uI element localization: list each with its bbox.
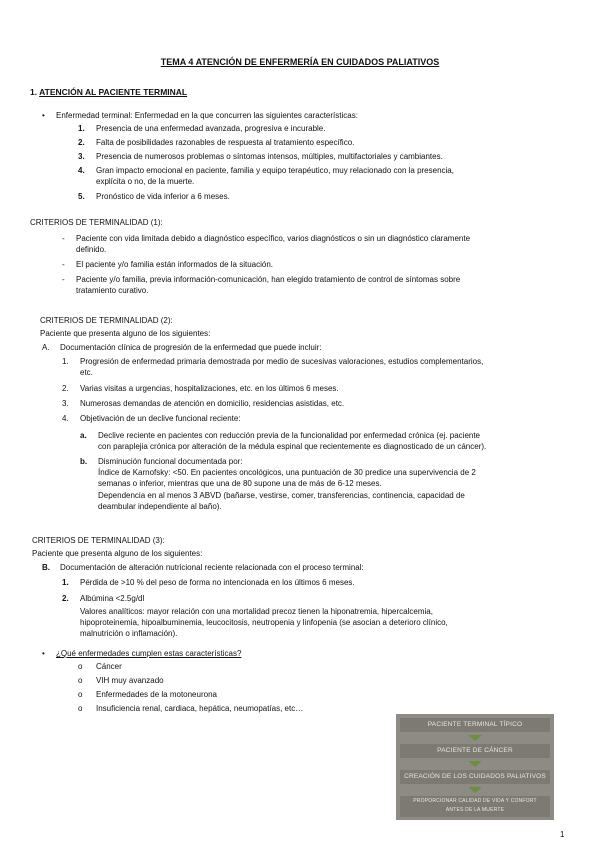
section-number: 1. (30, 87, 38, 97)
list-item: 5. Pronóstico de vida inferior a 6 meses. (78, 192, 230, 201)
terminal-list: 1. Presencia de una enfermedad avanzada, progresiva e incurable. 2. Falta de posibilidades razonables de respuesta al tratamiento específico. 3. Presencia de numerosos problemas o síntomas intensos, múltiples, multifactoriales y cambiantes. 4. Gran impacto emocional en paciente, familia y equipo terapéutico, muy relacionado con la presencia, explícita o no, de la muerte. 5. Pronóstico de vida inferior a 6 meses. (78, 124, 454, 201)
terminal-definition (42, 110, 358, 121)
criteria-1-heading: CRITERIOS DE TERMINALIDAD (1): (30, 218, 163, 227)
list-item: - Paciente con vida limitada debido a diagnóstico específico, varios diagnósticos o sin un diagnóstico claramente (62, 234, 471, 243)
list-item: 4. Gran impacto emocional en paciente, familia y equipo terapéutico, muy relacionado con la presencia, (78, 166, 454, 175)
bullet-marker: • (42, 649, 45, 658)
list-item: 3. Numerosas demandas de atención en domicilio, residencias asistidas, etc. (62, 399, 345, 408)
document-title: TEMA 4 ATENCIÓN DE ENFERMERÍA EN CUIDADOS PALIATIVOS (160, 57, 440, 67)
criteria-3-intro: Paciente que presenta alguno de los siguientes: (32, 549, 203, 558)
page-number: 1 (560, 830, 565, 839)
bullet-marker: • (42, 111, 45, 120)
section-title: ATENCIÓN AL PACIENTE TERMINAL (39, 87, 188, 97)
criteria-2-list: 1. Progresión de enfermedad primaria demostrada por medio de sucesivas valoraciones, estudios complementarios, etc. 2. Varias visitas a urgencias, hospitalizaciones, etc. en los últimos 6 meses. 3. Numerosas demandas de atención en domicilio, residencias asistidas, etc. 4. Objetivación de un declive funcional reciente: (62, 356, 483, 427)
section-heading (30, 87, 187, 98)
arrow-down-icon (468, 735, 482, 741)
list-item: - El paciente y/o familia están informados de la situación. (62, 260, 273, 269)
criteria-3-list: 1. Pérdida de >10 % del peso de forma no intencionada en los últimos 6 meses. 2. Albúmina <2.5g/dl Valores analíticos: mayor relación con una mortalidad precoz tienen la hiponatremia, hipercalcemia, hipoproteinemia, hipoalbuminemia, leucocitosis, neutropenia y linfopenia (se asocian a deterioro clínico, malnutrición o inflamación). (62, 578, 448, 638)
diseases-question: • ¿Qué enfermedades cumplen estas características? (42, 649, 242, 658)
criteria-2-section-a: A. Documentación clínica de progresión de la enfermedad que puede incluir: (42, 343, 322, 352)
diagram-box-palliative-care: CREACIÓN DE LOS CUIDADOS PALIATIVOS (400, 770, 550, 784)
list-item: 1. Pérdida de >10 % del peso de forma no intencionada en los últimos 6 meses. (62, 578, 355, 587)
arrow-down-icon (468, 761, 482, 767)
criteria-2-sublist: a. Declive reciente en pacientes con reducción previa de la funcionalidad por enfermedad crónica (ej. paciente con paraplejia crónica por alteración de la médula espinal que recientemente es diagnosticado de un cáncer). b. Disminución funcional documentada por: Índice de Karnofsky: <50. En pacientes oncológicos, una puntuación de 30 predice una supervivencia de 2 semanas o inferior, mientras que una de 80 supone una de más de 6-12 meses. Dependencia en al menos 3 ABVD (bañarse, vestirse, comer, transferencias, continencia, capacidad de deambular independiente al baño). (80, 431, 487, 511)
arrow-down-icon (468, 787, 482, 793)
list-item: o Cáncer (78, 662, 122, 671)
list-item: 1. Presencia de una enfermedad avanzada, progresiva e incurable. (78, 124, 326, 133)
palliative-care-flow-diagram (396, 714, 554, 820)
list-item: - Paciente y/o familia, previa información-comunicación, han elegido tratamiento de control de síntomas sobre (62, 275, 461, 284)
diagram-box-cancer-patient: PACIENTE DE CÁNCER (400, 744, 550, 758)
criteria-1-list: - Paciente con vida limitada debido a diagnóstico específico, varios diagnósticos o sin un diagnóstico claramente definido. - El paciente y/o familia están informados de la situación. - Paciente y/o familia, previa información-comunicación, han elegido tratamiento de control de síntomas sobre tratamiento curativo. (62, 234, 471, 295)
list-item: o Insuficiencia renal, cardiaca, hepática, neumopatías, etc… (78, 704, 304, 713)
diagram-box-typical-terminal: PACIENTE TERMINAL TÍPICO (400, 718, 550, 732)
criteria-2-heading: CRITERIOS DE TERMINALIDAD (2): (40, 316, 173, 325)
list-item: b. Disminución funcional documentada por: (80, 457, 243, 466)
criteria-3-heading: CRITERIOS DE TERMINALIDAD (3): (32, 536, 165, 545)
terminal-intro: Enfermedad terminal: Enfermedad en la que concurren las siguientes características: (56, 111, 358, 120)
list-item: 4. Objetivación de un declive funcional reciente: (62, 414, 241, 423)
list-item: 2. Varias visitas a urgencias, hospitalizaciones, etc. en los últimos 6 meses. (62, 384, 339, 393)
criteria-2-intro: Paciente que presenta alguno de los siguientes: (40, 329, 211, 338)
criteria-3-section-b: B. Documentación de alteración nutricional reciente relacionada con el proceso terminal: (42, 563, 364, 572)
list-item: 3. Presencia de numerosos problemas o síntomas intensos, múltiples, multifactoriales y cambiantes. (78, 152, 443, 161)
list-item: 2. Falta de posibilidades razonables de respuesta al tratamiento específico. (78, 138, 355, 147)
list-item: 1. Progresión de enfermedad primaria demostrada por medio de sucesivas valoraciones, estudios complementarios, (62, 357, 484, 366)
diseases-list (78, 661, 303, 717)
list-item: 2. Albúmina <2.5g/dl (62, 594, 145, 603)
list-item: a. Declive reciente en pacientes con reducción previa de la funcionalidad por enfermedad crónica (ej. paciente (80, 431, 481, 440)
list-item: o VIH muy avanzado (78, 676, 164, 685)
diagram-box-quality-of-life: PROPORCIONAR CALIDAD DE VIDA Y CONFORT ANTES DE LA MUERTE (400, 796, 550, 817)
list-item: o Enfermedades de la motoneurona (78, 690, 217, 699)
